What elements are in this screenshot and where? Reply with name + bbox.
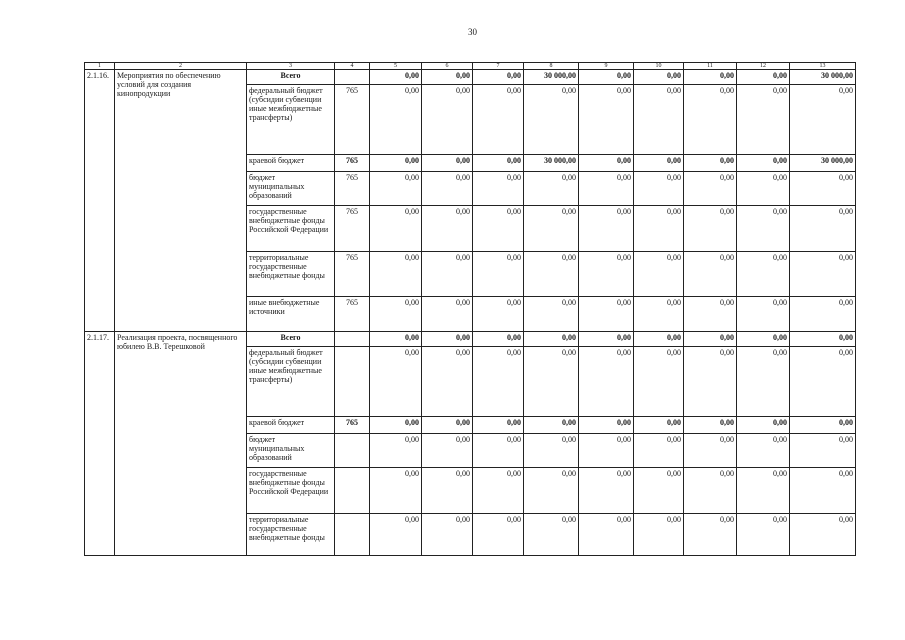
amount-cell: 0,00	[790, 514, 856, 556]
column-number: 1	[85, 63, 115, 70]
column-number: 8	[524, 63, 579, 70]
amount-cell: 0,00	[790, 297, 856, 332]
amount-cell: 0,00	[370, 172, 422, 206]
amount-cell: 0,00	[634, 297, 684, 332]
amount-cell: 0,00	[473, 417, 524, 434]
amount-cell: 0,00	[473, 70, 524, 85]
amount-cell: 0,00	[370, 332, 422, 347]
amount-cell: 0,00	[370, 155, 422, 172]
amount-cell: 30 000,00	[790, 70, 856, 85]
budget-code	[335, 514, 370, 556]
amount-cell: 0,00	[579, 172, 634, 206]
amount-cell: 0,00	[370, 206, 422, 252]
amount-cell: 0,00	[634, 252, 684, 297]
column-number: 11	[684, 63, 737, 70]
amount-cell: 0,00	[579, 70, 634, 85]
budget-code: 765	[335, 297, 370, 332]
amount-cell: 30 000,00	[524, 155, 579, 172]
column-number: 10	[634, 63, 684, 70]
funding-source: федеральный бюджет (субсидии субвенции иные межбюджетные трансферты)	[247, 347, 335, 417]
amount-cell: 0,00	[370, 347, 422, 417]
amount-cell: 0,00	[524, 85, 579, 155]
amount-cell: 0,00	[737, 155, 790, 172]
amount-cell: 0,00	[737, 332, 790, 347]
budget-code: 765	[335, 85, 370, 155]
funding-source: Всего	[247, 70, 335, 85]
amount-cell: 0,00	[684, 206, 737, 252]
column-number: 2	[115, 63, 247, 70]
amount-cell: 0,00	[634, 434, 684, 468]
amount-cell: 0,00	[634, 155, 684, 172]
amount-cell: 0,00	[524, 206, 579, 252]
amount-cell: 0,00	[579, 206, 634, 252]
amount-cell: 0,00	[422, 155, 473, 172]
amount-cell: 0,00	[737, 468, 790, 514]
amount-cell: 0,00	[370, 514, 422, 556]
funding-source: бюджет муниципальных образований	[247, 434, 335, 468]
amount-cell: 0,00	[684, 468, 737, 514]
budget-code: 765	[335, 417, 370, 434]
budget-code	[335, 434, 370, 468]
amount-cell: 0,00	[790, 468, 856, 514]
amount-cell: 0,00	[737, 297, 790, 332]
column-number: 7	[473, 63, 524, 70]
amount-cell: 0,00	[524, 434, 579, 468]
amount-cell: 0,00	[473, 85, 524, 155]
amount-cell: 0,00	[473, 468, 524, 514]
amount-cell: 0,00	[422, 70, 473, 85]
budget-code: 765	[335, 155, 370, 172]
amount-cell: 0,00	[524, 347, 579, 417]
amount-cell: 0,00	[634, 85, 684, 155]
amount-cell: 0,00	[790, 347, 856, 417]
budget-code	[335, 347, 370, 417]
budget-code: 765	[335, 172, 370, 206]
amount-cell: 0,00	[790, 172, 856, 206]
amount-cell: 0,00	[634, 332, 684, 347]
amount-cell: 0,00	[524, 417, 579, 434]
amount-cell: 0,00	[473, 297, 524, 332]
funding-source: государственные внебюджетные фонды Российской Федерации	[247, 468, 335, 514]
amount-cell: 0,00	[790, 252, 856, 297]
amount-cell: 0,00	[370, 70, 422, 85]
amount-cell: 0,00	[790, 417, 856, 434]
amount-cell: 0,00	[684, 70, 737, 85]
amount-cell: 0,00	[579, 332, 634, 347]
amount-cell: 0,00	[634, 70, 684, 85]
amount-cell: 0,00	[473, 206, 524, 252]
amount-cell: 0,00	[473, 252, 524, 297]
amount-cell: 0,00	[422, 417, 473, 434]
amount-cell: 0,00	[422, 172, 473, 206]
column-number: 4	[335, 63, 370, 70]
amount-cell: 0,00	[790, 434, 856, 468]
amount-cell: 0,00	[524, 332, 579, 347]
funding-source: краевой бюджет	[247, 155, 335, 172]
amount-cell: 0,00	[579, 85, 634, 155]
column-number: 13	[790, 63, 856, 70]
amount-cell: 0,00	[684, 514, 737, 556]
amount-cell: 0,00	[634, 172, 684, 206]
amount-cell: 0,00	[684, 332, 737, 347]
amount-cell: 0,00	[737, 514, 790, 556]
amount-cell: 0,00	[579, 468, 634, 514]
amount-cell: 0,00	[737, 252, 790, 297]
amount-cell: 0,00	[370, 468, 422, 514]
amount-cell: 0,00	[422, 206, 473, 252]
budget-code	[335, 70, 370, 85]
amount-cell: 0,00	[684, 252, 737, 297]
column-number: 12	[737, 63, 790, 70]
amount-cell: 0,00	[737, 70, 790, 85]
amount-cell: 0,00	[370, 252, 422, 297]
amount-cell: 0,00	[473, 155, 524, 172]
amount-cell: 0,00	[684, 434, 737, 468]
amount-cell: 0,00	[473, 172, 524, 206]
amount-cell: 0,00	[737, 206, 790, 252]
amount-cell: 0,00	[634, 514, 684, 556]
amount-cell: 30 000,00	[790, 155, 856, 172]
amount-cell: 0,00	[684, 417, 737, 434]
column-number-row	[85, 63, 856, 70]
amount-cell: 0,00	[579, 252, 634, 297]
amount-cell: 0,00	[422, 252, 473, 297]
amount-cell: 0,00	[422, 332, 473, 347]
amount-cell: 0,00	[422, 85, 473, 155]
amount-cell: 0,00	[473, 347, 524, 417]
amount-cell: 0,00	[370, 85, 422, 155]
funding-source: бюджет муниципальных образований	[247, 172, 335, 206]
amount-cell: 0,00	[422, 514, 473, 556]
amount-cell: 0,00	[737, 172, 790, 206]
amount-cell: 30 000,00	[524, 70, 579, 85]
amount-cell: 0,00	[473, 434, 524, 468]
budget-code: 765	[335, 252, 370, 297]
amount-cell: 0,00	[634, 206, 684, 252]
amount-cell: 0,00	[737, 85, 790, 155]
amount-cell: 0,00	[422, 297, 473, 332]
amount-cell: 0,00	[579, 514, 634, 556]
amount-cell: 0,00	[524, 514, 579, 556]
amount-cell: 0,00	[370, 297, 422, 332]
amount-cell: 0,00	[684, 297, 737, 332]
budget-code	[335, 468, 370, 514]
table-row	[85, 332, 856, 347]
amount-cell: 0,00	[524, 468, 579, 514]
amount-cell: 0,00	[524, 172, 579, 206]
funding-source: государственные внебюджетные фонды Российской Федерации	[247, 206, 335, 252]
amount-cell: 0,00	[634, 417, 684, 434]
amount-cell: 0,00	[737, 434, 790, 468]
amount-cell: 0,00	[579, 297, 634, 332]
section-title: Реализация проекта, посвященного юбилею В.В. Терешковой	[115, 332, 247, 556]
amount-cell: 0,00	[370, 434, 422, 468]
amount-cell: 0,00	[684, 347, 737, 417]
amount-cell: 0,00	[473, 514, 524, 556]
amount-cell: 0,00	[737, 417, 790, 434]
amount-cell: 0,00	[684, 172, 737, 206]
section-number: 2.1.16.	[85, 70, 115, 332]
amount-cell: 0,00	[579, 347, 634, 417]
amount-cell: 0,00	[579, 155, 634, 172]
amount-cell: 0,00	[370, 417, 422, 434]
budget-code	[335, 332, 370, 347]
amount-cell: 0,00	[422, 434, 473, 468]
amount-cell: 0,00	[684, 85, 737, 155]
amount-cell: 0,00	[473, 332, 524, 347]
funding-source: федеральный бюджет (субсидии субвенции иные межбюджетные трансферты)	[247, 85, 335, 155]
amount-cell: 0,00	[634, 347, 684, 417]
amount-cell: 0,00	[579, 417, 634, 434]
amount-cell: 0,00	[634, 468, 684, 514]
section-title: Мероприятия по обеспечению условий для создания кинопродукции	[115, 70, 247, 332]
funding-source: Всего	[247, 332, 335, 347]
amount-cell: 0,00	[790, 85, 856, 155]
table-row	[85, 70, 856, 85]
budget-table	[84, 62, 856, 556]
amount-cell: 0,00	[790, 332, 856, 347]
amount-cell: 0,00	[579, 434, 634, 468]
funding-source: территориальные государственные внебюджетные фонды	[247, 514, 335, 556]
amount-cell: 0,00	[790, 206, 856, 252]
column-number: 9	[579, 63, 634, 70]
page-number: 30	[468, 27, 477, 37]
column-number: 6	[422, 63, 473, 70]
amount-cell: 0,00	[524, 252, 579, 297]
section-number: 2.1.17.	[85, 332, 115, 556]
budget-code: 765	[335, 206, 370, 252]
funding-source: иные внебюджетные источники	[247, 297, 335, 332]
column-number: 5	[370, 63, 422, 70]
funding-source: территориальные государственные внебюджетные фонды	[247, 252, 335, 297]
funding-source: краевой бюджет	[247, 417, 335, 434]
amount-cell: 0,00	[422, 347, 473, 417]
amount-cell: 0,00	[737, 347, 790, 417]
column-number: 3	[247, 63, 335, 70]
amount-cell: 0,00	[684, 155, 737, 172]
amount-cell: 0,00	[524, 297, 579, 332]
amount-cell: 0,00	[422, 468, 473, 514]
